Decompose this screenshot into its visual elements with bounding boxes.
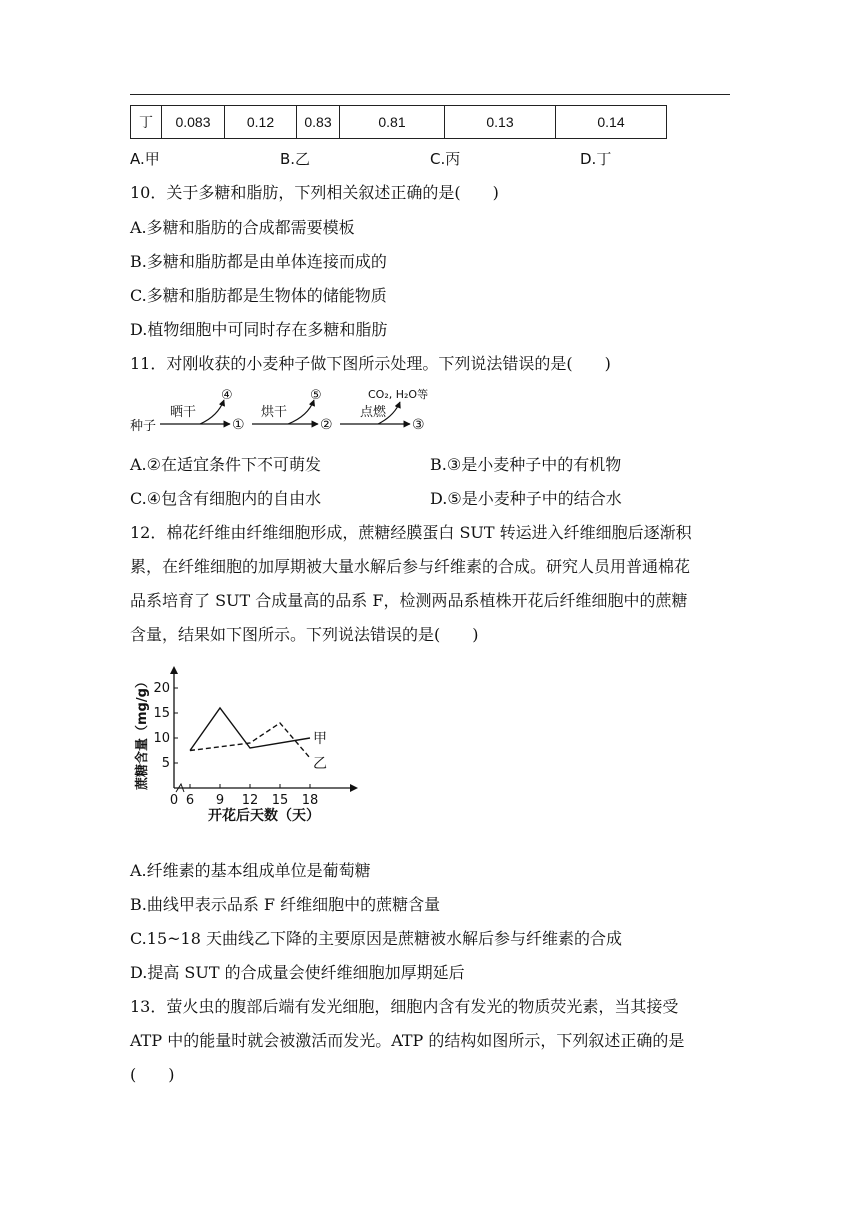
product-1: ① [232,417,245,433]
q10-option-b: B.多糖和脂肪都是由单体连接而成的 [130,252,387,271]
x-tick-label: 6 [185,793,195,808]
series-label: 乙 [313,756,327,772]
q11-option-a: A.②在适宜条件下不可萌发 [130,455,321,474]
sucrose-chart [128,660,368,830]
q11-option-c: C.④包含有细胞内的自由水 [130,489,322,508]
y-tick-label: 20 [153,681,170,696]
y-tick-label: 5 [161,756,170,771]
table-cell: 0.13 [445,106,556,139]
table-cell: 0.083 [162,106,225,139]
data-table [130,105,667,139]
q9-option-a: A.甲 [130,150,160,168]
q12-option-a: A.纤维素的基本组成单位是葡萄糖 [130,861,371,880]
x-tick-label: 15 [271,793,289,808]
x-tick-label: 9 [215,793,225,808]
x-tick-label: 12 [241,793,259,808]
q12-stem-line-4: 含量，结果如下图所示。下列说法错误的是( ) [130,625,479,644]
x-tick-label: 18 [301,793,319,808]
branch-arrow-5 [288,400,314,424]
seed-label: 种子 [130,419,157,434]
seed-process-diagram [128,386,438,438]
table-row [131,106,667,139]
table-cell: 0.14 [556,106,667,139]
q9-option-d: D.丁 [580,150,612,168]
series-line-1 [190,708,310,751]
x-axis-arrow [350,784,358,792]
q10-option-d: D.植物细胞中可同时存在多糖和脂肪 [130,320,388,339]
table-cell: 0.81 [340,106,445,139]
branch-arrow-4 [200,400,224,424]
q12-option-c: C.15~18 天曲线乙下降的主要原因是蔗糖被水解后参与纤维素的合成 [130,929,622,948]
q12-stem-line-2: 累，在纤维细胞的加厚期被大量水解后参与纤维素的合成。研究人员用普通棉花 [130,557,691,576]
q9-option-b: B.乙 [280,150,311,168]
y-axis-label: 蔗糖含量（mg/g） [135,675,150,790]
q10-option-a: A.多糖和脂肪的合成都需要模板 [130,218,355,237]
x-axis-label: 开花后天数（天） [208,808,320,824]
row-label: 丁 [131,106,162,139]
q13-stem-line-1: 13．萤火虫的腹部后端有发光细胞，细胞内含有发光的物质荧光素，当其接受 [130,997,679,1016]
q12-stem-line-3: 品系培育了 SUT 合成量高的品系 F，检测两品系植株开花后纤维细胞中的蔗糖 [130,591,688,610]
product-2: ② [320,417,333,433]
q10-option-c: C.多糖和脂肪都是生物体的储能物质 [130,286,387,305]
q10-stem: 10．关于多糖和脂肪，下列相关叙述正确的是( ) [130,183,499,202]
q12-option-d: D.提高 SUT 的合成量会使纤维细胞加厚期延后 [130,963,465,982]
y-tick-label: 15 [153,706,170,721]
q12-stem-line-1: 12．棉花纤维由纤维细胞形成，蔗糖经膜蛋白 SUT 转运进入纤维细胞后逐渐积 [130,523,692,542]
product-4: ④ [221,388,233,403]
y-tick-label: 10 [153,731,170,746]
step-bake-label: 烘干 [261,405,288,420]
q13-stem-line-3: ( ) [130,1065,175,1084]
header-rule [130,94,730,95]
y-axis-arrow [170,666,178,674]
q12-option-b: B.曲线甲表示品系 F 纤维细胞中的蔗糖含量 [130,895,441,914]
q11-option-d: D.⑤是小麦种子中的结合水 [430,489,622,508]
q13-stem-line-2: ATP 中的能量时就会被激活而发光。ATP 的结构如图所示，下列叙述正确的是 [130,1031,685,1050]
q11-option-b: B.③是小麦种子中的有机物 [430,455,622,474]
product-5: ⑤ [310,388,322,403]
x-tick-label: 0 [169,793,179,808]
series-label: 甲 [313,731,327,747]
q11-stem: 11．对刚收获的小麦种子做下图所示处理。下列说法错误的是( ) [130,354,611,373]
table-cell: 0.83 [297,106,340,139]
step-dry-label: 晒干 [170,405,197,420]
product-3: ③ [412,417,425,433]
gas-label: CO₂, H₂O等 [368,388,429,401]
table-cell: 0.12 [225,106,297,139]
step-burn-label: 点燃 [360,405,387,420]
q9-option-c: C.丙 [430,150,461,168]
